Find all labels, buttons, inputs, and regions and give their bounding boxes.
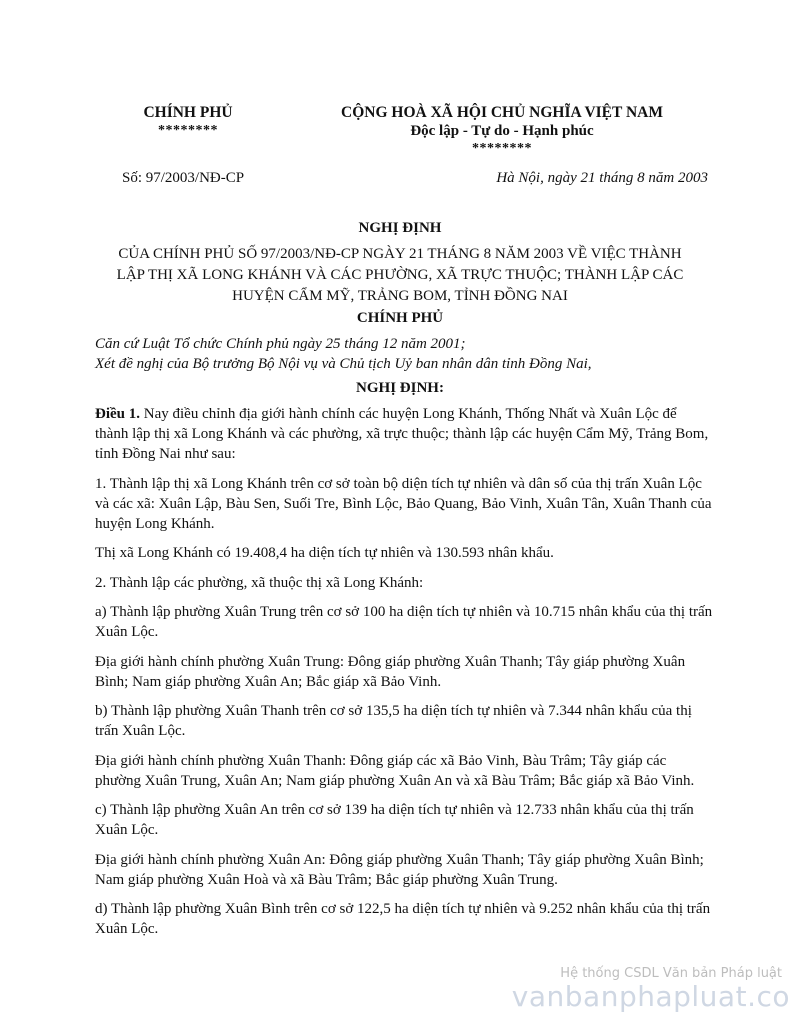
subtitle-line: LẬP THỊ XÃ LONG KHÁNH VÀ CÁC PHƯỜNG, XÃ TRỰC THUỘC; THÀNH LẬP CÁC <box>116 267 684 283</box>
document-number: Số: 97/2003/NĐ-CP <box>122 170 245 186</box>
national-motto: Độc lập - Tự do - Hạnh phúc <box>410 123 594 139</box>
article-label: Điều 1. <box>95 406 140 422</box>
article-text: Nay điều chỉnh địa giới hành chính các huyện Long Khánh, Thống Nhất và Xuân Lộc để thành lập thị xã Long Khánh và các phường, xã trực thuộc; thành lập các huyện Cẩm Mỹ, Trảng Bom, tỉnh Đồng Nai như sau: <box>95 406 709 462</box>
paragraph: Thị xã Long Khánh có 19.408,4 ha diện tích tự nhiên và 130.593 nhân khẩu. <box>95 545 554 561</box>
paragraph: 2. Thành lập các phường, xã thuộc thị xã Long Khánh: <box>95 574 424 591</box>
paragraph: Địa giới hành chính phường Xuân An: Đông giáp phường Xuân Thanh; Tây giáp phường Xuân Bình; Nam giáp phường Xuân Hoà và xã Bàu Trâm; Bắc giáp phường Xuân Trung. <box>95 851 704 888</box>
watermark-caption: Hệ thống CSDL Văn bản Pháp luật <box>560 966 782 981</box>
article-1 <box>95 404 713 464</box>
watermark-site: vanbanphapluat.co <box>511 980 790 1013</box>
nation-name: CỘNG HOÀ XÃ HỘI CHỦ NGHĨA VIỆT NAM <box>341 104 663 121</box>
place-date: Hà Nội, ngày 21 tháng 8 năm 2003 <box>496 170 708 186</box>
issuer-block <box>100 104 276 140</box>
document-title: NGHỊ ĐỊNH <box>358 220 442 236</box>
preamble <box>95 334 715 374</box>
paragraph: d) Thành lập phường Xuân Bình trên cơ sở 122,5 ha diện tích tự nhiên và 9.252 nhân khẩu của thị trấn Xuân Lộc. <box>95 901 711 937</box>
paragraph: Địa giới hành chính phường Xuân Thanh: Đông giáp các xã Bảo Vinh, Bàu Trâm; Tây giáp các phường Xuân Trung, Xuân An; Nam giáp phường Xuân An và xã Bàu Trâm; Bắc giáp xã Bảo Vinh. <box>95 752 695 789</box>
subtitle-line: HUYỆN CẨM MỸ, TRẢNG BOM, TỈNH ĐỒNG NAI <box>232 288 568 304</box>
paragraph: b) Thành lập phường Xuân Thanh trên cơ sở 135,5 ha diện tích tự nhiên và 7.344 nhân khẩu của thị trấn Xuân Lộc. <box>95 703 692 739</box>
issuer-separator: ******** <box>158 123 218 138</box>
government-heading: CHÍNH PHỦ <box>356 310 444 326</box>
decree-heading: NGHỊ ĐỊNH: <box>356 380 444 396</box>
paragraph: 1. Thành lập thị xã Long Khánh trên cơ sở toàn bộ diện tích tự nhiên và dân số của thị trấn Xuân Lộc và các xã: Xuân Lập, Bàu Sen, Suối Tre, Bình Lộc, Bảo Quang, Bảo Vinh, Xuân Tân, Xuân Thanh của huyện Long Khánh. <box>95 475 712 532</box>
preamble-line: Xét đề nghị của Bộ trưởng Bộ Nội vụ và Chủ tịch Uỷ ban nhân dân tỉnh Đồng Nai, <box>95 356 592 372</box>
paragraph: a) Thành lập phường Xuân Trung trên cơ sở 100 ha diện tích tự nhiên và 10.715 nhân khẩu của thị trấn Xuân Lộc. <box>95 604 713 640</box>
paragraph: c) Thành lập phường Xuân An trên cơ sở 139 ha diện tích tự nhiên và 12.733 nhân khẩu của thị trấn Xuân Lộc. <box>95 802 694 838</box>
paragraph: Địa giới hành chính phường Xuân Trung: Đông giáp phường Xuân Thanh; Tây giáp phường Xuân Bình; Nam giáp phường Xuân An; Bắc giáp xã Bảo Vinh. <box>95 653 686 690</box>
document-subtitle <box>95 244 705 307</box>
document-body <box>95 404 713 949</box>
subtitle-line: CỦA CHÍNH PHỦ SỐ 97/2003/NĐ-CP NGÀY 21 THÁNG 8 NĂM 2003 VỀ VIỆC THÀNH <box>118 246 682 262</box>
preamble-line: Căn cứ Luật Tổ chức Chính phủ ngày 25 tháng 12 năm 2001; <box>95 336 466 352</box>
issuer-name: CHÍNH PHỦ <box>143 104 233 121</box>
motto-separator: ******** <box>472 141 532 156</box>
nation-block <box>330 104 674 158</box>
